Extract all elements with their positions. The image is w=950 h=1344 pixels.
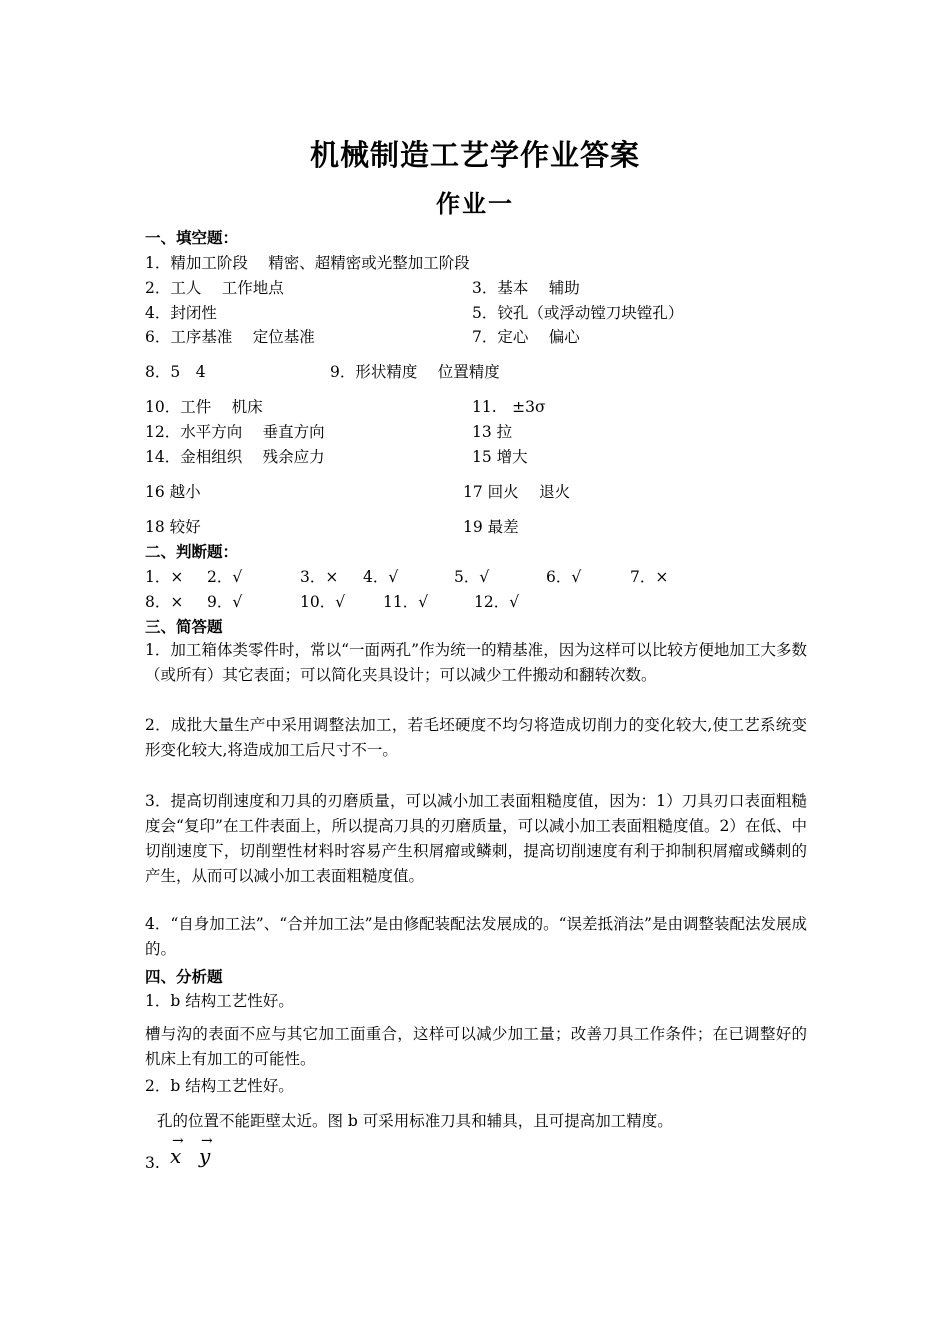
judge-item: 11．√	[383, 593, 429, 611]
arrow-icon: →	[201, 1133, 213, 1149]
fill-answer-10: 10．工件 机床	[145, 398, 263, 416]
judge-item: 9．√	[207, 593, 243, 611]
fill-answer-12: 12．水平方向 垂直方向	[145, 423, 325, 441]
judge-item: 7．×	[630, 568, 669, 586]
analysis-answer-1: 1．b 结构工艺性好。	[145, 992, 294, 1010]
judge-item: 2．√	[207, 568, 243, 586]
fill-answer-16: 16 越小	[145, 483, 201, 501]
judge-item: 6．√	[546, 568, 582, 586]
fill-answer-2: 2．工人 工作地点	[145, 279, 284, 297]
judge-item: 4．√	[363, 568, 399, 586]
fill-answer-7: 7．定心 偏心	[472, 328, 580, 346]
fill-answer-11: 11. ±3σ	[472, 398, 546, 416]
section-heading-fill: 一、填空题：	[145, 228, 239, 247]
judge-item: 1．×	[145, 568, 184, 586]
page-subtitle: 作业一	[436, 189, 514, 218]
fill-answer-3: 3．基本 辅助	[472, 279, 580, 297]
short-answer-1: 1．加工箱体类零件时，常以“一面两孔”作为统一的精基准，因为这样可以比较方便地加工大多数（或所有）其它表面；可以简化夹具设计；可以减少工件搬动和翻转次数。	[145, 641, 807, 684]
analysis-answer-2-detail: 孔的位置不能距壁太近。图 b 可采用标准刀具和辅具，且可提高加工精度。	[157, 1112, 673, 1130]
fill-answer-5: 5．铰孔（或浮动镗刀块镗孔）	[472, 304, 684, 322]
fill-answer-8: 8．5 4	[145, 363, 206, 381]
judge-item: 10．√	[300, 593, 346, 611]
section-heading-judge: 二、判断题：	[145, 542, 239, 561]
analysis-answer-2: 2．b 结构工艺性好。	[145, 1077, 294, 1095]
analysis-answer-3: 3.	[145, 1154, 160, 1172]
section-heading-analysis: 四、分析题	[145, 967, 223, 986]
section-heading-short: 三、简答题	[145, 617, 223, 636]
fill-answer-1: 1．精加工阶段 精密、超精密或光整加工阶段	[145, 254, 470, 272]
vector-y: y →	[199, 1133, 213, 1168]
fill-answer-9: 9．形状精度 位置精度	[330, 363, 500, 381]
fill-answer-19: 19 最差	[463, 518, 519, 536]
fill-answer-13: 13 拉	[472, 423, 513, 441]
judge-item: 8．×	[145, 593, 184, 611]
page-title: 机械制造工艺学作业答案	[309, 138, 640, 172]
short-answer-2: 2．成批大量生产中采用调整法加工，若毛坯硬度不均匀将造成切削力的变化较大,使工艺系统变形变化较大,将造成加工后尺寸不一。	[145, 716, 807, 759]
short-answer-4: 4．“自身加工法”、“合并加工法”是由修配装配法发展成的。“误差抵消法”是由调整装配法发展成的。	[145, 915, 807, 958]
judge-item: 12．√	[474, 593, 520, 611]
judge-item: 5．√	[454, 568, 490, 586]
fill-answer-18: 18 较好	[145, 518, 201, 536]
fill-answer-15: 15 增大	[472, 448, 528, 466]
fill-answer-17: 17 回火 退火	[463, 483, 571, 501]
fill-answer-4: 4．封闭性	[145, 304, 217, 322]
judge-item: 3．×	[300, 568, 339, 586]
short-answer-3: 3．提高切削速度和刀具的刃磨质量，可以减小加工表面粗糙度值，因为：1）刀具刃口表面粗糙度会“复印”在工件表面上，所以提高刀具的刃磨质量，可以减小加工表面粗糙度值。2）在低、中切削速度下，切削塑性材料时容易产生积屑瘤或鳞刺，提高切削速度有利于抑制积屑瘤或鳞刺的产生，从而可以减小加工表面粗糙度值。	[145, 792, 807, 885]
analysis-answer-1-detail: 槽与沟的表面不应与其它加工面重合，这样可以减少加工量；改善刀具工作条件；在已调整好的机床上有加工的可能性。	[145, 1025, 807, 1068]
vector-x: x →	[170, 1133, 184, 1168]
arrow-icon: →	[172, 1133, 184, 1149]
fill-answer-14: 14．金相组织 残余应力	[145, 448, 325, 466]
fill-answer-6: 6．工序基准 定位基准	[145, 328, 315, 346]
